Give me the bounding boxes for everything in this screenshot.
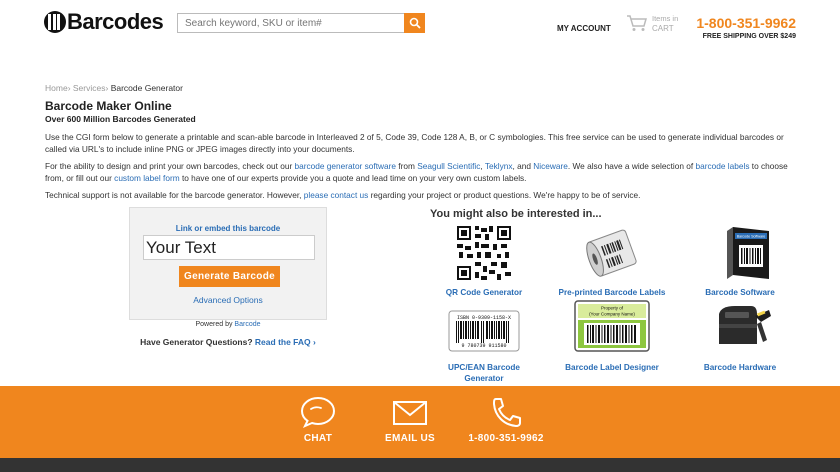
label-designer-icon — [574, 300, 650, 352]
site-header — [0, 0, 840, 50]
advanced-options-link[interactable]: Advanced Options — [193, 295, 263, 305]
upc-barcode-icon — [448, 310, 520, 352]
header-phone-link[interactable]: 1-800-351-9962 — [696, 15, 796, 31]
seagull-link[interactable]: Seagull Scientific — [417, 161, 481, 171]
printer-scanner-icon — [705, 300, 775, 352]
page-subtitle: Over 600 Million Barcodes Generated — [45, 114, 196, 124]
label-designer-line1: Property of — [600, 305, 624, 311]
logo-mark-icon — [44, 11, 66, 33]
suggestion-qr-code[interactable] — [429, 225, 539, 298]
suggestion-label: QR Code Generator — [445, 288, 523, 297]
faq-prompt: Have Generator Questions? Read the FAQ › — [140, 337, 316, 347]
logo-text: Barcodes — [67, 9, 164, 34]
suggestions-heading: You might also be interested in... — [430, 208, 602, 220]
page-title: Barcode Maker Online — [45, 99, 172, 113]
chat-button[interactable] — [296, 396, 340, 444]
teklynx-link[interactable]: Teklynx — [484, 161, 513, 171]
read-faq-link[interactable]: Read the FAQ › — [254, 337, 316, 347]
barcode-software-link[interactable]: barcode generator software — [294, 161, 396, 171]
search-icon — [409, 17, 421, 29]
email-label: EMAIL US — [385, 433, 435, 444]
chat-icon — [300, 396, 336, 428]
software-box-icon — [705, 225, 775, 281]
label-designer-line2: (Your Company Name) — [589, 311, 635, 317]
suggestion-preprinted-labels[interactable] — [557, 225, 667, 298]
footer-phone-label: 1-800-351-9962 — [468, 433, 544, 444]
suggestion-label: Pre-printed Barcode Labels — [558, 288, 666, 297]
breadcrumb: Home› Services› Barcode Generator — [45, 83, 183, 93]
cart-link[interactable] — [626, 14, 678, 34]
breadcrumb-services[interactable]: Services — [72, 83, 106, 93]
breadcrumb-home[interactable]: Home — [45, 83, 68, 93]
barcode-generator-panel — [129, 207, 327, 320]
suggestion-barcode-software[interactable] — [685, 225, 795, 298]
search-bar — [177, 13, 425, 33]
site-logo[interactable] — [44, 9, 163, 35]
my-account-link[interactable]: MY ACCOUNT — [557, 24, 611, 33]
generate-barcode-button[interactable]: Generate Barcode — [179, 266, 280, 287]
free-shipping-note: FREE SHIPPING OVER $249 — [702, 33, 796, 40]
footer-phone-button[interactable] — [462, 396, 550, 444]
powered-by-link[interactable]: Barcode — [234, 321, 261, 328]
suggestion-label-designer[interactable] — [557, 300, 667, 373]
suggestion-upc-ean[interactable] — [429, 300, 539, 384]
embed-link[interactable]: Link or embed this barcode — [175, 224, 281, 233]
isbn-text: ISBN 0-9309-1158-X — [456, 315, 512, 321]
chat-label: CHAT — [303, 433, 333, 444]
label-rolls-icon — [582, 225, 642, 281]
cart-label: CART — [652, 24, 674, 33]
custom-label-form-link[interactable]: custom label form — [114, 173, 180, 183]
software-box-title: Barcode Software — [736, 234, 766, 239]
support-paragraph: Technical support is not available for the barcode generator. However, please contact us regarding your project or product questions. We're happy to be of service. — [45, 190, 641, 200]
intro-paragraph: Use the CGI form below to generate a printable and scan-able barcode in Interleaved 2 of 5, Code 39, Code 128 A, B, or C symbologies. This free service can be used to generate individual barcodes or called via URL's to include inline PNG or JPEG images directly into your documents. — [45, 132, 784, 154]
email-button[interactable] — [384, 396, 436, 444]
barcode-text-input[interactable] — [143, 235, 315, 260]
powered-by: Powered by Barcode — [195, 321, 261, 328]
contact-us-link[interactable]: please contact us — [303, 190, 369, 200]
software-paragraph: For the ability to design and print your own barcodes, check out our barcode generator software from Seagull Scientific, Teklynx, and Niceware. We also have a wide selection of barcode labels to choose from, or fill out our custom label form to have one of our experts provide you a quote and lead time on your very own custom labels. — [45, 161, 788, 183]
footer-bottom-bar — [0, 458, 840, 472]
search-input[interactable] — [177, 13, 404, 33]
suggestion-barcode-hardware[interactable] — [685, 300, 795, 373]
suggestion-label: Barcode Hardware — [703, 363, 777, 372]
phone-icon — [488, 396, 524, 428]
search-button[interactable] — [404, 13, 425, 33]
breadcrumb-current: Barcode Generator — [110, 83, 183, 93]
contact-footer — [0, 386, 840, 458]
cart-items-text: Items in — [652, 14, 679, 23]
barcode-labels-link[interactable]: barcode labels — [695, 161, 750, 171]
qr-code-icon — [457, 226, 511, 280]
suggestion-label: Barcode Software — [705, 288, 775, 297]
suggestion-label: UPC/EAN Barcode Generator — [448, 363, 520, 383]
niceware-link[interactable]: Niceware — [533, 161, 568, 171]
email-icon — [392, 396, 428, 428]
cart-icon — [626, 14, 648, 32]
barcode-digits: 9 780739 911580 — [461, 343, 507, 349]
suggestion-label: Barcode Label Designer — [565, 363, 659, 372]
